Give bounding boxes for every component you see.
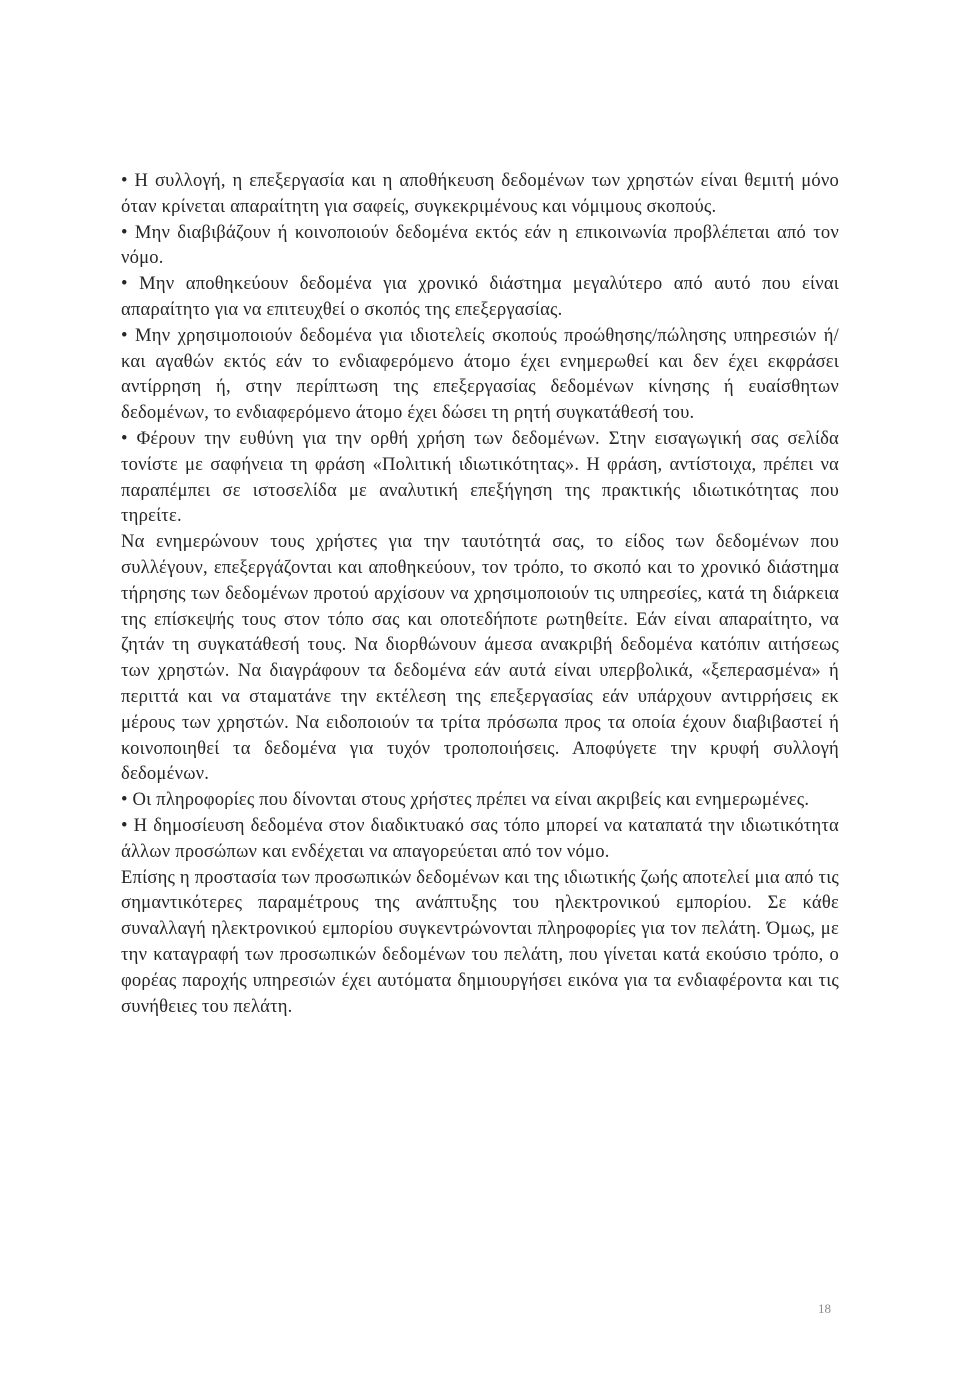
- paragraph-ecommerce-privacy: Επίσης η προστασία των προσωπικών δεδομένων και της ιδιωτικής ζωής αποτελεί μια από τις σημαντικότερες παραμέτρους της ανάπτυξης του ηλεκτρονικού εμπορίου. Σε κάθε συναλλαγή ηλεκτρονικού εμπορίου συγκεντρώνονται πληροφορίες για τον πελάτη. Όμως, με την καταγραφή των προσωπικών δεδομένων του πελάτη, που γίνεται κατά εκούσιο τρόπο, ο φορέας παροχής υπηρεσιών έχει αυτόματα δημιουργήσει εικόνα για τα ενδιαφέροντα και τις συνήθειες του πελάτη.: [121, 866, 839, 1017]
- bullet-publication: • Η δημοσίευση δεδομένα στον διαδικτυακό σας τόπο μπορεί να καταπατά την ιδιωτικότητα άλλων προσώπων και ενδέχεται να απαγορεύεται από τον νόμο.: [121, 814, 839, 862]
- bullet-no-marketing: • Μην χρησιμοποιούν δεδομένα για ιδιοτελείς σκοπούς προώθησης/πώλησης υπηρεσιών ή/και αγαθών εκτός εάν το ενδιαφερόμενο άτομο έχει ενημερωθεί και δεν έχει εκφράσει αντίρρηση ή, στην περίπτωση της επεξεργασίας δεδομένων κίνησης ή ευαίσθητων δεδομένων, το ενδιαφερόμενο άτομο έχει δώσει τη ρητή συγκατάθεσή του.: [121, 324, 839, 424]
- bullet-lawful-purpose: • Η συλλογή, η επεξεργασία και η αποθήκευση δεδομένων των χρηστών είναι θεμιτή μόνο όταν κρίνεται απαραίτητη για σαφείς, συγκεκριμένους και νόμιμους σκοπούς.: [121, 170, 839, 217]
- paragraph-inform-users: Να ενημερώνουν τους χρήστες για την ταυτότητά σας, το είδος των δεδομένων που συλλέγουν, επεξεργάζονται και αποθηκεύουν, τον τρόπο, το σκοπό και το χρονικό διάστημα τήρησης των δεδομένων προτού αρχίσουν να χρησιμοποιούν τις υπηρεσίες, κατά τη διάρκεια της επίσκεψής τους στον τόπο σας και οποτεδήποτε ρωτηθείτε. Εάν είναι απαραίτητο, να ζητάν τη συγκατάθεσή τους. Να διορθώνουν άμεσα ανακριβή δεδομένα κατόπιν αιτήσεως των χρηστών. Να διαγράφουν τα δεδομένα εάν αυτά είναι υπερβολικά, «ξεπερασμένα» ή περιττά και να σταματάνε την εκτέλεση της επεξεργασίας εάν υπάρχουν αντιρρήσεις εκ μέρους των χρηστών. Να ειδοποιούν τα τρίτα πρόσωπα προς τα οποία έχουν διαβιβαστεί ή κοινοποιηθεί τα δεδομένα για τυχόν τροποποιήσεις. Αποφύγετε την κρυφή συλλογή δεδομένων.: [121, 531, 839, 785]
- page-number: 18: [818, 1301, 831, 1316]
- document-body: [121, 168, 839, 1019]
- bullet-responsibility: • Φέρουν την ευθύνη για την ορθή χρήση των δεδομένων. Στην εισαγωγική σας σελίδα τονίστε με σαφήνεια τη φράση «Πολιτική ιδιωτικότητας». Η φράση, αντίστοιχα, πρέπει να παραπέμπει σε ιστοσελίδα με αναλυτική επεξήγηση της πρακτικής ιδιωτικότητας που τηρείτε.: [121, 427, 839, 527]
- bullet-accurate-info: • Οι πληροφορίες που δίνονται στους χρήστες πρέπει να είναι ακριβείς και ενημερωμένες.: [121, 789, 810, 811]
- bullet-no-transfer: • Μην διαβιβάζουν ή κοινοποιούν δεδομένα εκτός εάν η επικοινωνία προβλέπεται από τον νόμο.: [121, 221, 839, 269]
- bullet-retention: • Μην αποθηκεύουν δεδομένα για χρονικό διάστημα μεγαλύτερο από αυτό που είναι απαραίτητο για να επιτευχθεί ο σκοπός της επεξεργασίας.: [121, 273, 839, 320]
